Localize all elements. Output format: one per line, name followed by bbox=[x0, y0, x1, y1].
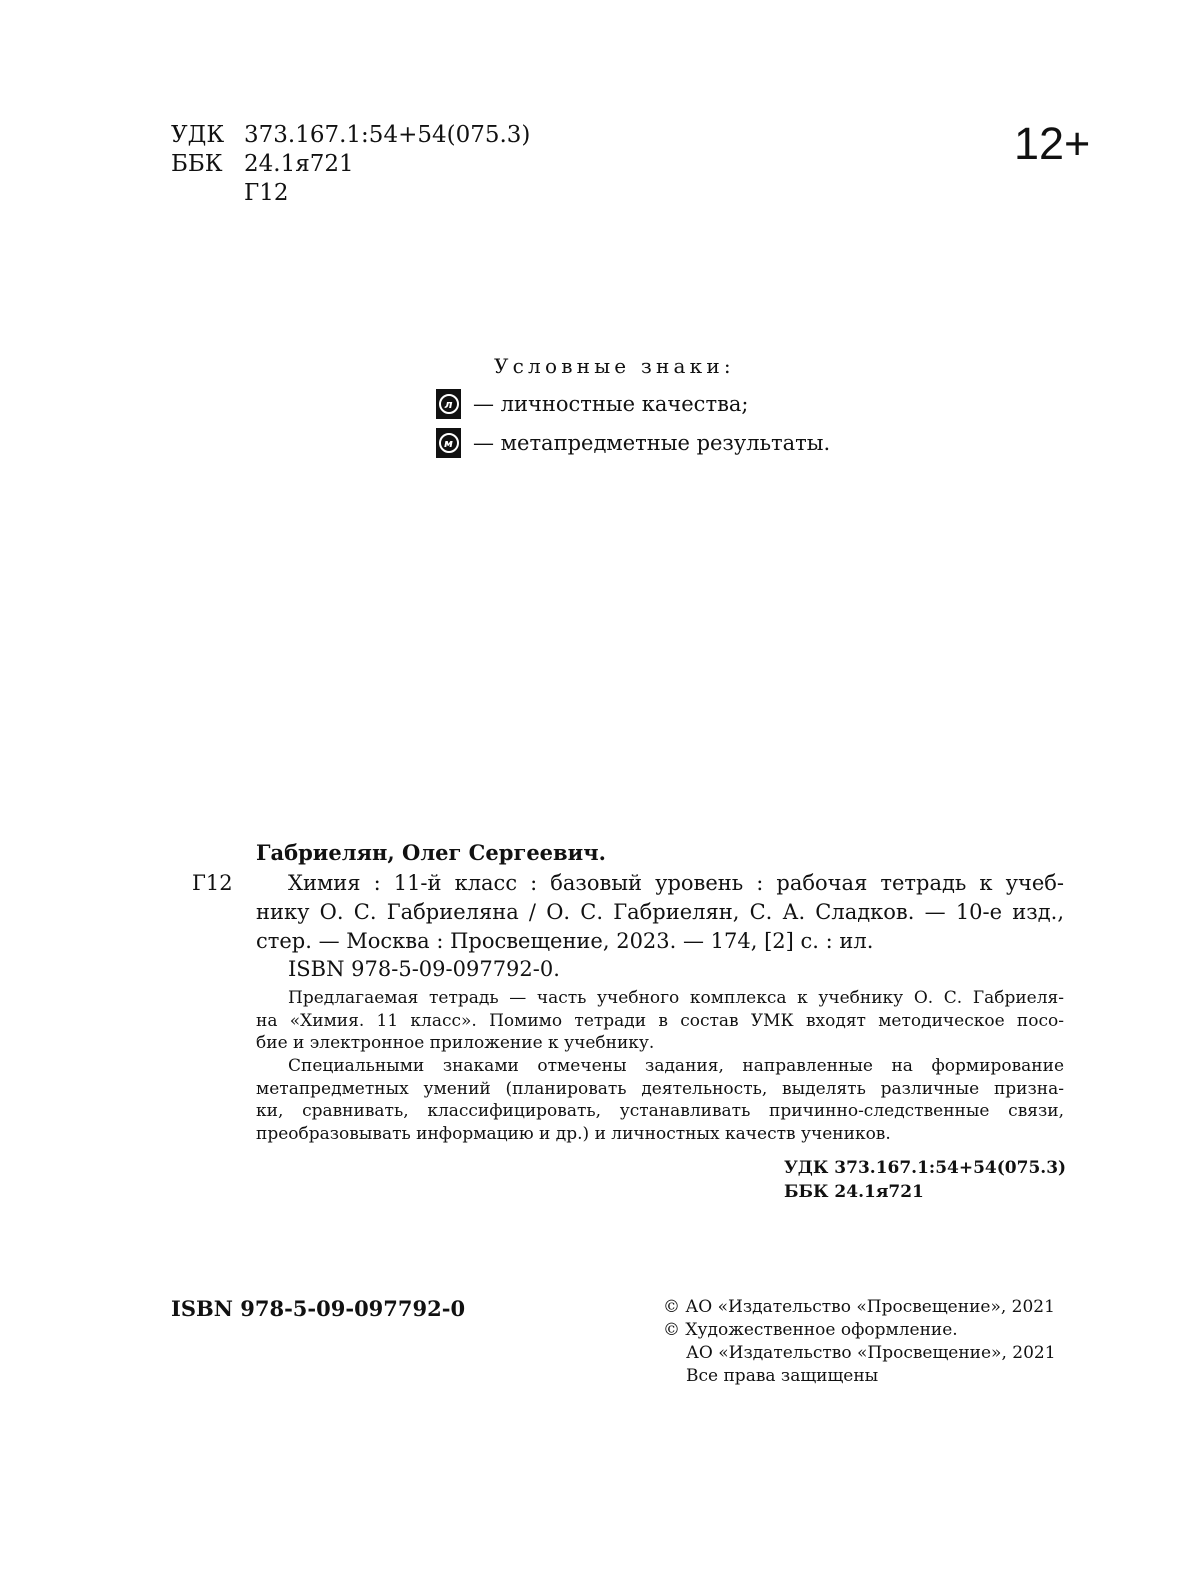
bib-line: Химия : 11-й класс : базовый уровень : рабочая тетрадь к учеб- bbox=[288, 871, 1064, 895]
abstract-line: преобразовывать информацию и др.) и личностных качеств учеников. bbox=[256, 1123, 891, 1144]
abstract-line: ки, сравнивать, классифицировать, устанавливать причинно-следственные связи, bbox=[256, 1101, 1064, 1122]
legend-title: Условные знаки: bbox=[494, 354, 735, 378]
author-mark-row bbox=[171, 178, 289, 208]
abstract-paragraph-1 bbox=[256, 987, 1064, 1055]
udk-row bbox=[171, 120, 530, 150]
legend-item-personal bbox=[436, 389, 748, 419]
bibliography-isbn: ISBN 978-5-09-097792-0. bbox=[288, 957, 560, 981]
bibliography-author-mark: Г12 bbox=[192, 871, 233, 895]
copyright-line: АО «Издательство «Просвещение», 2021 bbox=[686, 1343, 1056, 1363]
abstract-line: Предлагаемая тетрадь — часть учебного комплекса к учебнику О. С. Габриеля- bbox=[288, 988, 1064, 1008]
book-author: Габриелян, Олег Сергеевич. bbox=[256, 840, 606, 865]
age-rating: 12+ bbox=[1014, 118, 1091, 169]
bib-line: нику О. С. Габриеляна / О. С. Габриелян, С. А. Сладков. — 10-е изд., bbox=[256, 900, 1064, 924]
metasubject-results-icon-letter: м bbox=[439, 433, 459, 453]
copyright-line: © АО «Издательство «Просвещение», 2021 bbox=[663, 1297, 1055, 1317]
personal-qualities-icon-letter: л bbox=[439, 394, 459, 414]
legend-item-metasubject bbox=[436, 428, 830, 458]
abstract-paragraph-2 bbox=[256, 1055, 1064, 1145]
legend-text-personal: — личностные качества; bbox=[473, 392, 749, 416]
bibliographic-description bbox=[256, 869, 1064, 956]
abstract-line: метапредметных умений (планировать деятельность, выделять различные призна- bbox=[256, 1078, 1064, 1099]
copyright-line: © Художественное оформление. bbox=[663, 1320, 958, 1340]
bbk-row bbox=[171, 149, 354, 179]
abstract-line: бие и электронное приложение к учебнику. bbox=[256, 1033, 655, 1054]
abstract-line: на «Химия. 11 класс». Помимо тетради в состав УМК входят методическое посо- bbox=[256, 1010, 1064, 1031]
metasubject-results-icon bbox=[436, 428, 461, 458]
legend-text-metasubject: — метапредметные результаты. bbox=[473, 431, 831, 455]
udk-value: 373.167.1:54+54(075.3) bbox=[244, 122, 531, 148]
copyright-rights: Все права защищены bbox=[686, 1366, 879, 1386]
abstract-line: Специальными знаками отмечены задания, направленные на формирование bbox=[288, 1056, 1064, 1076]
isbn-main: ISBN 978-5-09-097792-0 bbox=[171, 1296, 466, 1321]
personal-qualities-icon bbox=[436, 389, 461, 419]
bib-line: стер. — Москва : Просвещение, 2023. — 174, [2] с. : ил. bbox=[256, 929, 874, 953]
footer-bbk: ББК 24.1я721 bbox=[784, 1182, 924, 1202]
bbk-label: ББК bbox=[171, 151, 223, 177]
footer-udk: УДК 373.167.1:54+54(075.3) bbox=[784, 1158, 1067, 1178]
udk-label: УДК bbox=[171, 122, 225, 148]
author-mark: Г12 bbox=[244, 180, 289, 206]
bbk-value: 24.1я721 bbox=[244, 151, 354, 177]
